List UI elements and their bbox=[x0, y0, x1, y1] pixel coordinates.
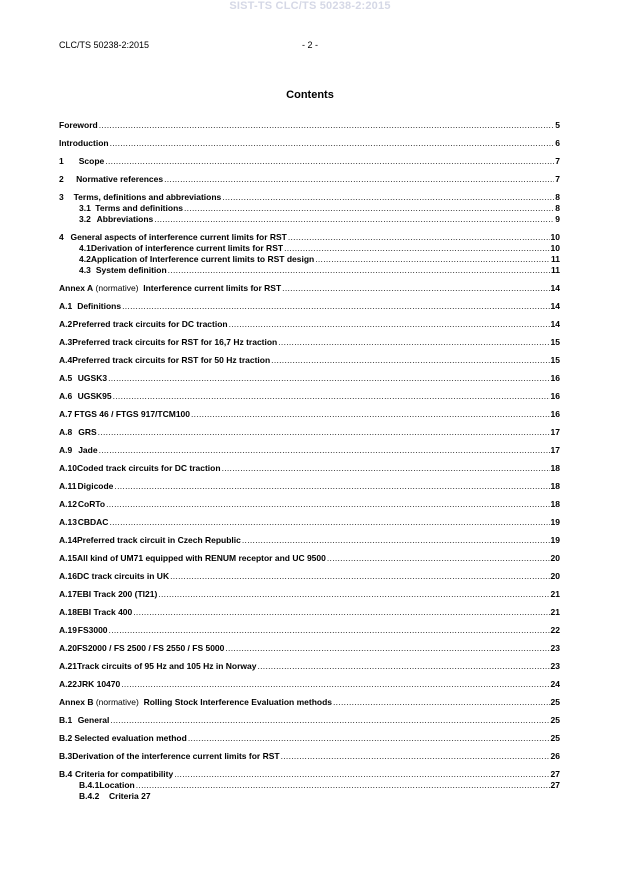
toc-entry-number: A.20 bbox=[59, 643, 77, 653]
toc-entry-number: A.18 bbox=[59, 607, 77, 617]
document-id: CLC/TS 50238-2:2015 bbox=[59, 40, 150, 50]
toc-entry-number: A.19 bbox=[59, 625, 77, 635]
toc-entry[interactable] bbox=[59, 203, 560, 214]
toc-entry-page: 11 bbox=[551, 265, 560, 275]
toc-entry[interactable] bbox=[59, 214, 560, 225]
toc-entry-page: 18 bbox=[550, 463, 560, 473]
toc-entry-number: A.13 bbox=[59, 517, 77, 527]
toc-entry-title: Introduction bbox=[59, 138, 109, 148]
toc-entry-number: A.15 bbox=[59, 553, 77, 563]
toc-entry-title: All kind of UM71 equipped with RENUM receptor and UC 9500 bbox=[76, 553, 326, 563]
toc-leader-dots bbox=[184, 203, 554, 214]
toc-leader-dots bbox=[121, 679, 549, 690]
toc-entry-title: Terms and definitions bbox=[95, 203, 183, 213]
toc-entry-page: 18 bbox=[550, 499, 560, 509]
toc-entry-title: General aspects of interference current limits for RST bbox=[70, 232, 287, 242]
toc-leader-dots bbox=[108, 373, 549, 384]
toc-leader-dots bbox=[98, 427, 550, 438]
toc-entry[interactable] bbox=[59, 463, 560, 474]
toc-leader-dots bbox=[288, 232, 550, 243]
toc-entry[interactable] bbox=[59, 517, 560, 528]
toc-entry-number: B.2 bbox=[59, 733, 73, 743]
toc-entry-page: 15 bbox=[550, 355, 560, 365]
toc-entry[interactable] bbox=[59, 553, 560, 564]
toc-leader-dots bbox=[174, 769, 549, 780]
toc-entry-page: 22 bbox=[550, 625, 560, 635]
toc-entry[interactable] bbox=[59, 174, 560, 185]
toc-leader-dots bbox=[222, 192, 554, 203]
toc-entry[interactable] bbox=[59, 232, 560, 243]
toc-entry-number: A.1 bbox=[59, 301, 73, 311]
toc-entry-page: 24 bbox=[550, 679, 560, 689]
toc-entry-number: A.8 bbox=[59, 427, 73, 437]
toc-entry-page: 7 bbox=[555, 174, 560, 184]
watermark: SIST-TS CLC/TS 50238-2:2015 bbox=[229, 0, 391, 12]
toc-entry-number: A.14 bbox=[59, 535, 77, 545]
toc-entry-number: A.2 bbox=[59, 319, 73, 329]
toc-entry[interactable] bbox=[59, 625, 560, 636]
toc-entry-page: 21 bbox=[550, 607, 560, 617]
toc-entry-title: CoRTo bbox=[77, 499, 106, 509]
toc-entry[interactable] bbox=[59, 156, 560, 167]
toc-entry-number: 3.2 bbox=[79, 214, 91, 224]
toc-leader-dots bbox=[191, 409, 550, 420]
toc-entry[interactable] bbox=[59, 243, 560, 254]
toc-entry[interactable] bbox=[59, 283, 560, 294]
toc-entry-title: FS2000 / FS 2500 / FS 2550 / FS 5000 bbox=[76, 643, 225, 653]
toc-leader-dots bbox=[99, 445, 550, 456]
toc-entry-title: EBI Track 400 bbox=[76, 607, 133, 617]
toc-entry-page: 19 bbox=[550, 535, 560, 545]
toc-entry-page: 20 bbox=[550, 553, 560, 563]
toc-entry-page: 25 bbox=[550, 733, 560, 743]
toc-entry-page: 9 bbox=[555, 214, 560, 224]
toc-leader-dots bbox=[114, 481, 549, 492]
toc-leader-dots bbox=[122, 301, 549, 312]
toc-entry-page: 14 bbox=[550, 319, 560, 329]
toc-entry-title: System definition bbox=[95, 265, 167, 275]
toc-entry-page: 19 bbox=[550, 517, 560, 527]
toc-entry-number: A.17 bbox=[59, 589, 77, 599]
toc-leader-dots bbox=[164, 174, 554, 185]
toc-entry-title: Derivation of interference current limits for RST bbox=[90, 243, 284, 253]
toc-entry-page: 10 bbox=[550, 232, 560, 242]
toc-entry-number: B.3 bbox=[59, 751, 73, 761]
toc-leader-dots bbox=[271, 355, 549, 366]
toc-entry-title: Derivation of the interference current limits for RST bbox=[72, 751, 280, 761]
toc-entry-title: Application of Interference current limits to RST design bbox=[90, 254, 315, 264]
toc-leader-dots bbox=[315, 254, 550, 265]
toc-entry-page: 25 bbox=[550, 697, 560, 707]
toc-leader-dots bbox=[278, 337, 549, 348]
toc-entry-page: 6 bbox=[555, 138, 560, 148]
toc-entry-title: Track circuits of 95 Hz and 105 Hz in Norway bbox=[76, 661, 257, 671]
toc-leader-dots bbox=[133, 607, 549, 618]
toc-entry-page: 7 bbox=[555, 156, 560, 166]
toc-entry-page: 8 bbox=[555, 203, 560, 213]
toc-entry-title: Preferred track circuits for RST for 16,7 Hz traction bbox=[72, 337, 278, 347]
toc-entry-page: 17 bbox=[550, 427, 560, 437]
toc-entry-number: A.10 bbox=[59, 463, 77, 473]
toc-leader-dots bbox=[225, 643, 549, 654]
toc-entry-page: 16 bbox=[550, 391, 560, 401]
toc-entry-title: Normative references bbox=[76, 174, 164, 184]
toc-entry-title: UGSK3 bbox=[77, 373, 108, 383]
toc-leader-dots bbox=[109, 625, 550, 636]
toc-entry-title: Selected evaluation method bbox=[74, 733, 187, 743]
toc-entry-number: 4.2 bbox=[79, 254, 91, 264]
toc-entry[interactable] bbox=[59, 481, 560, 492]
toc-entry[interactable] bbox=[59, 391, 560, 402]
toc-entry[interactable] bbox=[59, 589, 560, 600]
toc-entry-title: Criteria 27 bbox=[109, 791, 151, 801]
toc-entry[interactable] bbox=[59, 780, 560, 791]
toc-entry-page: 23 bbox=[550, 643, 560, 653]
toc-entry-page: 20 bbox=[550, 571, 560, 581]
toc-entry-number: A.6 bbox=[59, 391, 73, 401]
toc-entry-title: Terms, definitions and abbreviations bbox=[73, 192, 222, 202]
toc-entry-title: JRK 10470 bbox=[77, 679, 121, 689]
toc-entry-page: 25 bbox=[550, 715, 560, 725]
toc-entry-number: A.22 bbox=[59, 679, 77, 689]
toc-leader-dots bbox=[284, 243, 549, 254]
toc-entry-number: B.4.2 bbox=[79, 791, 100, 801]
toc-leader-dots bbox=[110, 138, 555, 149]
toc-entry-page: 14 bbox=[550, 283, 560, 293]
toc-entry-title: GRS bbox=[78, 427, 97, 437]
toc-entry-title: CBDAC bbox=[77, 517, 109, 527]
toc-entry-page: 10 bbox=[550, 243, 560, 253]
toc-leader-dots bbox=[110, 715, 549, 726]
toc-entry[interactable] bbox=[59, 301, 560, 312]
toc-entry-title: Preferred track circuits for RST for 50 Hz traction bbox=[72, 355, 271, 365]
toc-leader-dots bbox=[158, 589, 549, 600]
toc-entry[interactable] bbox=[59, 120, 560, 131]
toc-entry-title: Annex A (normative) Interference current limits for RST bbox=[59, 283, 282, 293]
toc-entry[interactable] bbox=[59, 535, 560, 546]
toc-entry-number: 4.1 bbox=[79, 243, 91, 253]
toc-entry-number: 4.3 bbox=[79, 265, 91, 275]
toc-entry-number: A.11 bbox=[59, 481, 77, 491]
page-title: Contents bbox=[286, 89, 334, 101]
toc-leader-dots bbox=[333, 697, 550, 708]
toc-entry[interactable] bbox=[59, 791, 560, 802]
toc-entry[interactable] bbox=[59, 254, 560, 265]
toc-entry-number: A.9 bbox=[59, 445, 73, 455]
toc-entry-page: 17 bbox=[550, 445, 560, 455]
page-number: - 2 - bbox=[301, 40, 318, 50]
toc-leader-dots bbox=[136, 780, 550, 791]
toc-entry-number: B.1 bbox=[59, 715, 73, 725]
toc-entry-title: Preferred track circuits for DC traction bbox=[72, 319, 228, 329]
toc-entry-number: 2 bbox=[59, 174, 64, 184]
toc-entry[interactable] bbox=[59, 715, 560, 726]
toc-entry-title: Location bbox=[99, 780, 135, 790]
toc-entry-title: Definitions bbox=[77, 301, 122, 311]
toc-entry[interactable] bbox=[59, 319, 560, 330]
toc-entry[interactable] bbox=[59, 661, 560, 672]
toc-leader-dots bbox=[168, 265, 550, 276]
toc-entry-number: A.16 bbox=[59, 571, 77, 581]
toc-entry-title: Foreword bbox=[59, 120, 98, 130]
toc-entry-page: 8 bbox=[555, 192, 560, 202]
toc-entry-page: 27 bbox=[550, 769, 560, 779]
toc-entry[interactable] bbox=[59, 427, 560, 438]
toc-entry-title: General bbox=[77, 715, 110, 725]
toc-leader-dots bbox=[222, 463, 550, 474]
toc-leader-dots bbox=[282, 283, 549, 294]
toc-entry-title: Digicode bbox=[77, 481, 114, 491]
toc-entry[interactable] bbox=[59, 355, 560, 366]
toc-entry-number: A.3 bbox=[59, 337, 73, 347]
toc-entry-title: Annex B (normative) Rolling Stock Interference Evaluation methods bbox=[59, 697, 333, 707]
toc-entry-title: Scope bbox=[78, 156, 105, 166]
toc-entry-page: 15 bbox=[550, 337, 560, 347]
toc-entry-number: 4 bbox=[59, 232, 64, 242]
toc-leader-dots bbox=[154, 214, 554, 225]
toc-leader-dots bbox=[106, 499, 549, 510]
toc-leader-dots bbox=[170, 571, 549, 582]
toc-entry-number: B.4.1 bbox=[79, 780, 100, 790]
toc-entry[interactable] bbox=[59, 733, 560, 744]
toc-entry-page: 11 bbox=[551, 254, 560, 264]
toc-leader-dots bbox=[257, 661, 549, 672]
toc-entry[interactable] bbox=[59, 751, 560, 762]
toc-entry-title: UGSK95 bbox=[77, 391, 112, 401]
toc-entry[interactable] bbox=[59, 445, 560, 456]
toc-entry-page: 21 bbox=[550, 589, 560, 599]
toc-leader-dots bbox=[242, 535, 550, 546]
toc-entry-page: 27 bbox=[550, 780, 560, 790]
toc-leader-dots bbox=[327, 553, 550, 564]
toc-entry[interactable] bbox=[59, 697, 560, 708]
toc-entry-page: 16 bbox=[550, 409, 560, 419]
toc-entry-title: EBI Track 200 (TI21) bbox=[76, 589, 158, 599]
toc-entry[interactable] bbox=[59, 499, 560, 510]
toc-entry-page: 14 bbox=[550, 301, 560, 311]
toc-entry[interactable] bbox=[59, 409, 560, 420]
toc-entry[interactable] bbox=[59, 192, 560, 203]
toc-leader-dots bbox=[109, 517, 549, 528]
toc-entry-title: Jade bbox=[78, 445, 98, 455]
toc-leader-dots bbox=[105, 156, 554, 167]
toc-entry-number: 3 bbox=[59, 192, 64, 202]
toc-entry-title: FTGS 46 / FTGS 917/TCM100 bbox=[74, 409, 190, 419]
toc-entry-title: Preferred track circuit in Czech Republic bbox=[76, 535, 241, 545]
toc-entry-title: FS3000 bbox=[77, 625, 108, 635]
toc-leader-dots bbox=[281, 751, 550, 762]
table-of-contents bbox=[59, 120, 560, 802]
toc-entry-page: 26 bbox=[550, 751, 560, 761]
toc-entry-title: DC track circuits in UK bbox=[76, 571, 170, 581]
toc-entry[interactable] bbox=[59, 679, 560, 690]
toc-leader-dots bbox=[188, 733, 550, 744]
toc-leader-dots bbox=[229, 319, 550, 330]
toc-entry-number: A.4 bbox=[59, 355, 73, 365]
toc-entry-page: 18 bbox=[550, 481, 560, 491]
toc-entry-number: 3.1 bbox=[79, 203, 91, 213]
toc-entry[interactable] bbox=[59, 138, 560, 149]
toc-entry-number: A.7 bbox=[59, 409, 73, 419]
toc-entry[interactable] bbox=[59, 337, 560, 348]
toc-leader-dots bbox=[113, 391, 550, 402]
toc-entry-page: 5 bbox=[555, 120, 560, 130]
toc-entry-title: Abbreviations bbox=[96, 214, 154, 224]
toc-entry[interactable] bbox=[59, 607, 560, 618]
toc-entry[interactable] bbox=[59, 643, 560, 654]
toc-entry-page: 16 bbox=[550, 373, 560, 383]
toc-entry[interactable] bbox=[59, 373, 560, 384]
toc-entry-number: 1 bbox=[59, 156, 64, 166]
toc-leader-dots bbox=[99, 120, 555, 131]
toc-entry[interactable] bbox=[59, 769, 560, 780]
toc-entry-page: 23 bbox=[550, 661, 560, 671]
toc-entry-title: Coded track circuits for DC traction bbox=[76, 463, 221, 473]
toc-entry-number: A.21 bbox=[59, 661, 77, 671]
toc-entry-number: B.4 bbox=[59, 769, 73, 779]
toc-entry[interactable] bbox=[59, 265, 560, 276]
toc-entry-title: Criteria for compatibility bbox=[74, 769, 174, 779]
toc-entry[interactable] bbox=[59, 571, 560, 582]
toc-entry-number: A.5 bbox=[59, 373, 73, 383]
toc-entry-number: A.12 bbox=[59, 499, 77, 509]
